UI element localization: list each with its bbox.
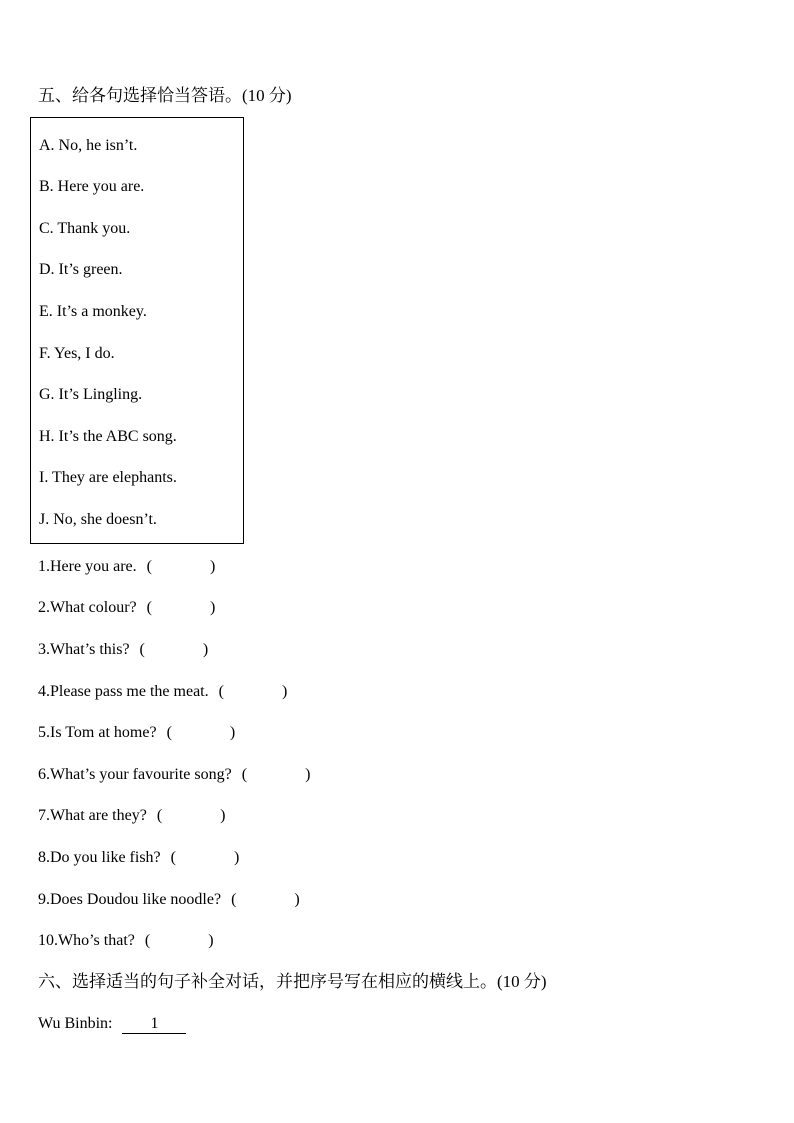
question-7	[38, 806, 225, 826]
option-b: B. Here you are.	[39, 178, 145, 195]
question-text: 9.Does Doudou like noodle?	[38, 891, 222, 908]
question-2	[38, 598, 215, 618]
section-6-title: 六、选择适当的句子补全对话，并把序号写在相应的横线上。(10 分)	[38, 972, 547, 991]
question-8	[38, 848, 239, 868]
question-10	[38, 931, 214, 951]
option-a: A. No, he isn’t.	[39, 137, 138, 154]
question-3	[38, 640, 208, 660]
answer-blank[interactable]: ( )	[139, 641, 209, 658]
answer-blank[interactable]: 1	[122, 1015, 186, 1034]
answer-options-box	[30, 117, 244, 544]
question-6	[38, 765, 310, 785]
question-text: 8.Do you like fish?	[38, 849, 161, 866]
answer-blank[interactable]: ( )	[231, 891, 300, 908]
answer-blank[interactable]: ( )	[241, 766, 311, 783]
answer-blank[interactable]: ( )	[166, 724, 236, 741]
option-d: D. It’s green.	[39, 261, 123, 278]
question-text: 10.Who’s that?	[38, 932, 135, 949]
question-text: 5.Is Tom at home?	[38, 724, 157, 741]
dialogue-line-1	[38, 1014, 186, 1034]
answer-blank[interactable]: ( )	[146, 558, 216, 575]
question-text: 2.What colour?	[38, 599, 137, 616]
question-text: 4.Please pass me the meat.	[38, 683, 209, 700]
question-4	[38, 682, 287, 702]
speaker-name: Wu Binbin:	[38, 1015, 113, 1032]
option-h: H. It’s the ABC song.	[39, 428, 177, 445]
question-text: 1.Here you are.	[38, 558, 137, 575]
section-5-title: 五、给各句选择恰当答语。(10 分)	[38, 86, 292, 105]
question-text: 3.What’s this?	[38, 641, 130, 658]
question-text: 7.What are they?	[38, 807, 147, 824]
answer-blank[interactable]: ( )	[170, 849, 240, 866]
option-c: C. Thank you.	[39, 220, 131, 237]
option-i: I. They are elephants.	[39, 469, 177, 486]
question-text: 6.What’s your favourite song?	[38, 766, 232, 783]
option-j: J. No, she doesn’t.	[39, 511, 157, 528]
answer-blank[interactable]: ( )	[146, 599, 216, 616]
answer-blank[interactable]: ( )	[144, 932, 214, 949]
question-1	[38, 557, 215, 577]
question-5	[38, 723, 235, 743]
option-g: G. It’s Lingling.	[39, 386, 143, 403]
question-9	[38, 890, 300, 910]
option-f: F. Yes, I do.	[39, 345, 115, 362]
option-e: E. It’s a monkey.	[39, 303, 147, 320]
answer-blank[interactable]: ( )	[218, 683, 288, 700]
answer-blank[interactable]: ( )	[156, 807, 226, 824]
